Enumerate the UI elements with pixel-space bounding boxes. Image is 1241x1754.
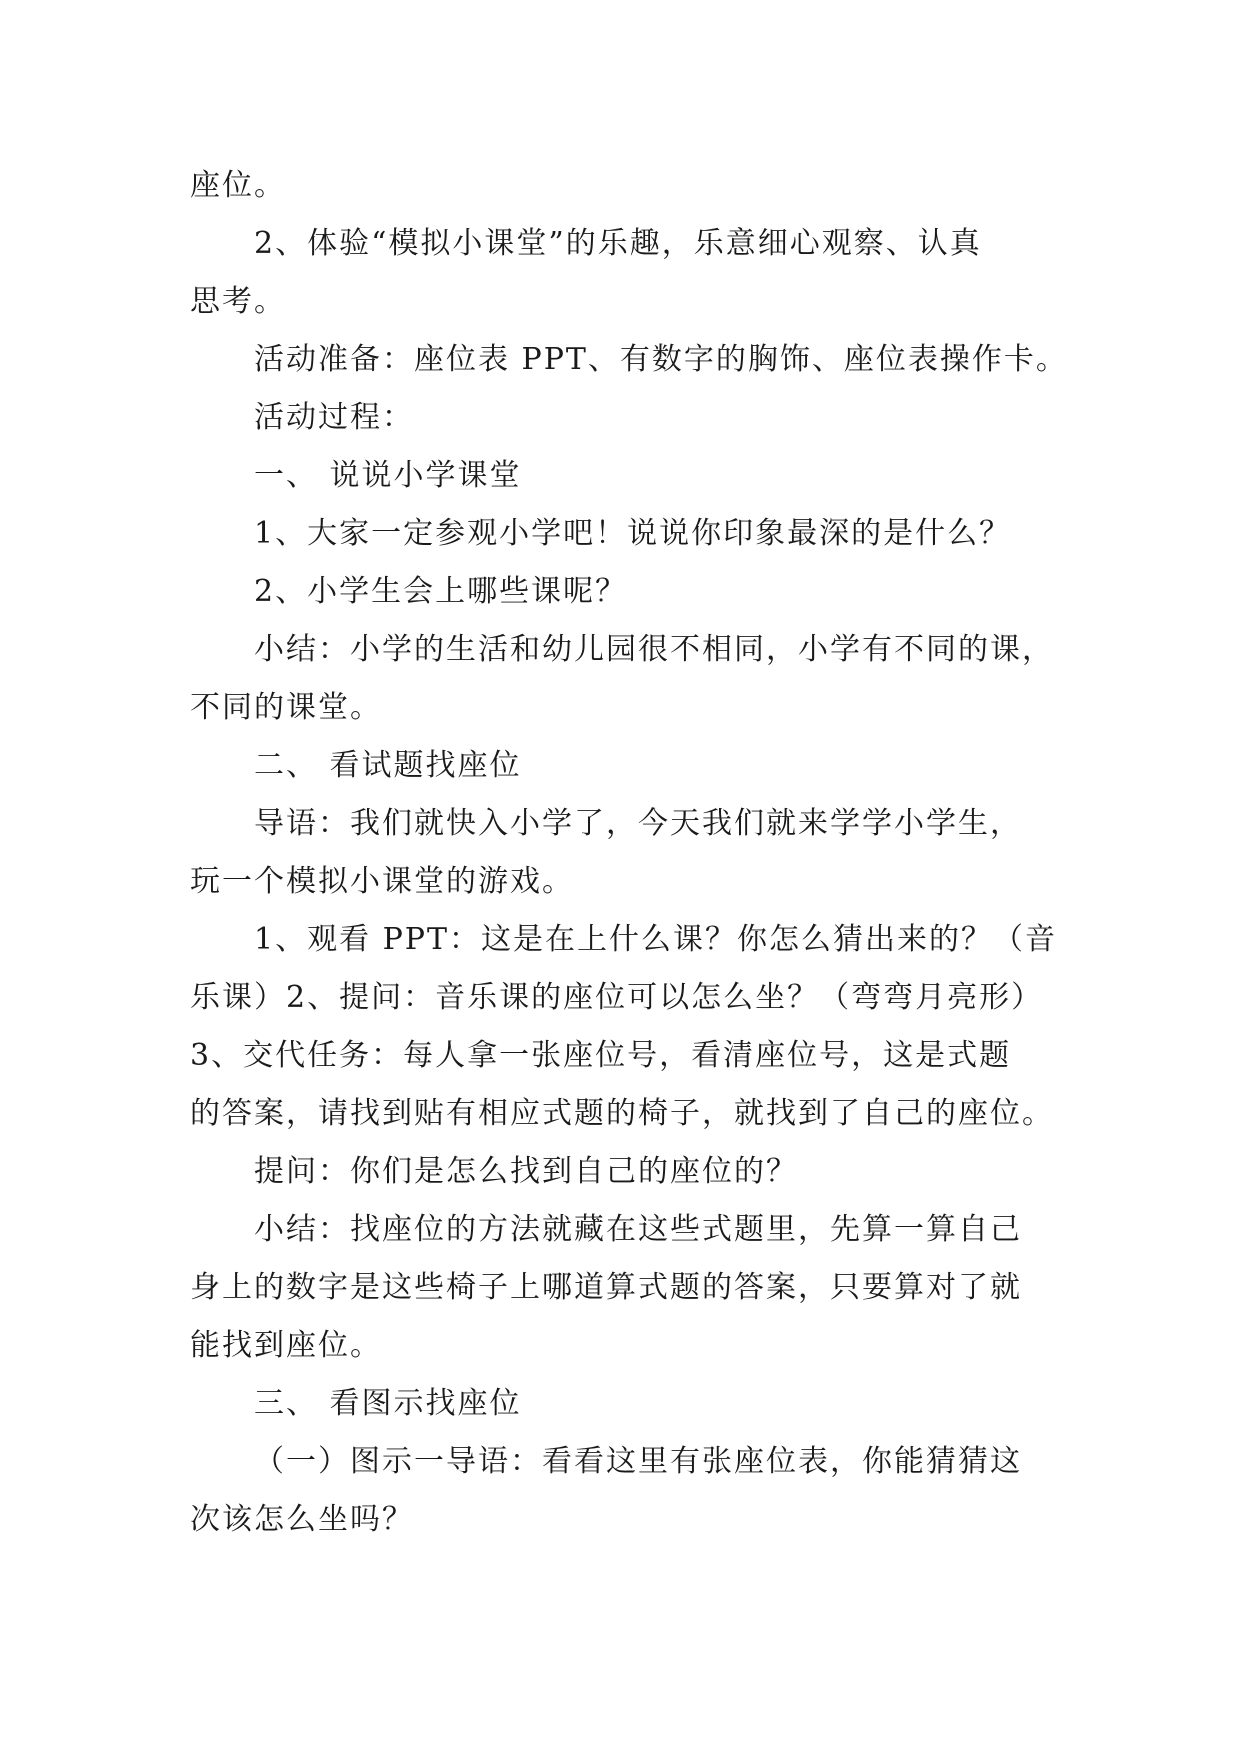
text-line: 小结：找座位的方法就藏在这些式题里，先算一算自己 [254, 1212, 1022, 1247]
text-line: 活动过程： [254, 400, 414, 435]
text-line: 能找到座位。 [190, 1328, 382, 1363]
text-line: 提问：你们是怎么找到自己的座位的？ [254, 1154, 798, 1189]
text-line: 3、交代任务：每人拿一张座位号，看清座位号，这是式题 [190, 1038, 1012, 1073]
text-line: 2、体验“模拟小课堂”的乐趣，乐意细心观察、认真 [254, 226, 982, 261]
text-line: 乐课）2、提问：音乐课的座位可以怎么坐？（弯弯月亮形） [190, 980, 1044, 1015]
section-heading: 一、 说说小学课堂 [254, 458, 522, 493]
text-line: 思考。 [190, 284, 286, 319]
text-line: 座位。 [190, 168, 286, 203]
text-line: 1、大家一定参观小学吧！说说你印象最深的是什么？ [254, 516, 1012, 551]
section-heading: 二、 看试题找座位 [254, 748, 522, 783]
section-heading: 三、 看图示找座位 [254, 1386, 522, 1421]
text-line: 的答案，请找到贴有相应式题的椅子，就找到了自己的座位。 [190, 1096, 1054, 1131]
text-line: 1、观看 PPT：这是在上什么课？你怎么猜出来的？（音 [254, 922, 1058, 957]
text-line: 次该怎么坐吗？ [190, 1502, 414, 1537]
text-line: （一）图示一导语：看看这里有张座位表，你能猜猜这 [254, 1444, 1022, 1479]
text-line: 小结：小学的生活和幼儿园很不相同，小学有不同的课， [254, 632, 1054, 667]
text-line: 玩一个模拟小课堂的游戏。 [190, 864, 574, 899]
text-line: 导语：我们就快入小学了，今天我们就来学学小学生， [254, 806, 1022, 841]
text-line: 身上的数字是这些椅子上哪道算式题的答案，只要算对了就 [190, 1270, 1022, 1305]
text-line: 2、小学生会上哪些课呢？ [254, 574, 628, 609]
text-line: 不同的课堂。 [190, 690, 382, 725]
text-line: 活动准备：座位表 PPT、有数字的胸饰、座位表操作卡。 [254, 342, 1068, 377]
